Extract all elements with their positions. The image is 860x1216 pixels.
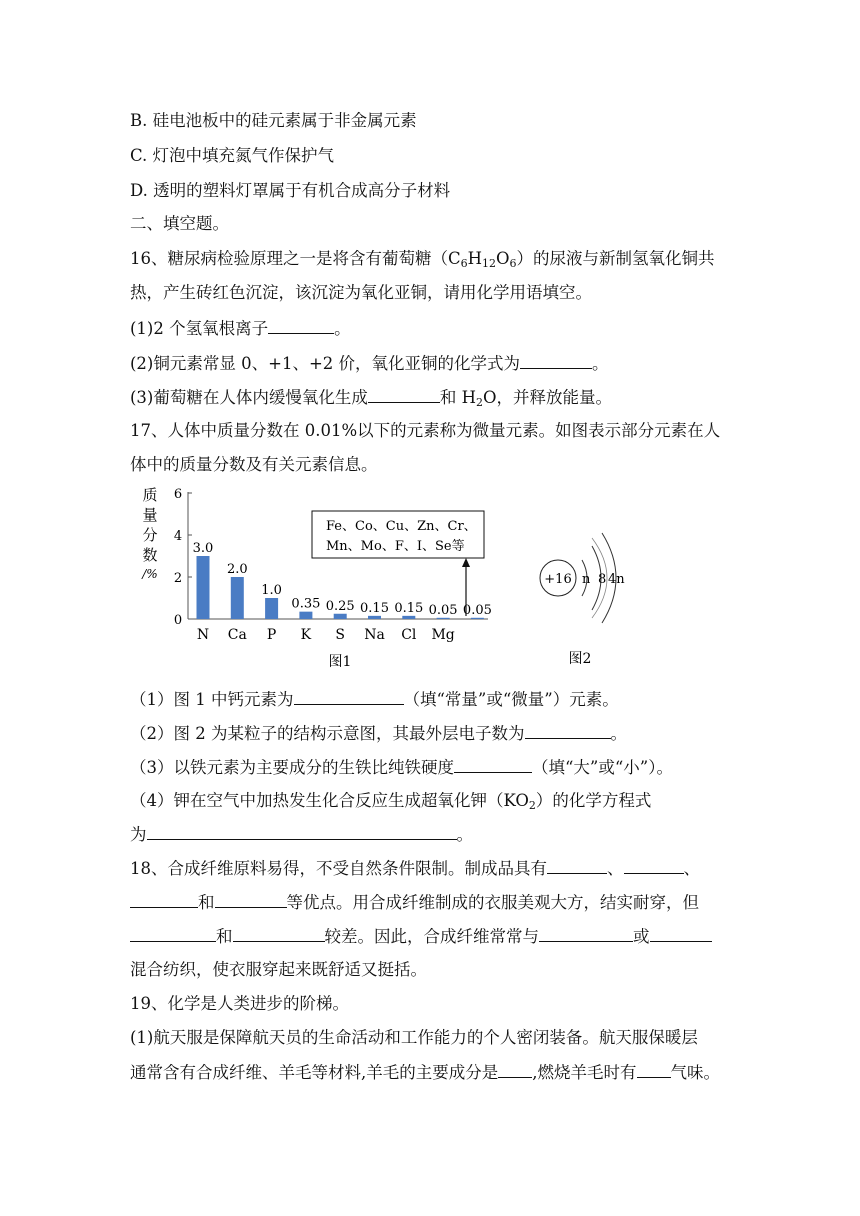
y-axis-label-2: 量 [142,506,158,524]
bar [471,618,484,619]
x-tick-label: Cl [401,627,417,643]
bar-value-label: 0.05 [462,602,492,618]
x-tick-label: S [335,627,345,643]
y-axis-label-4: 数 [142,546,158,564]
y-tick-labels [174,487,182,628]
answer-blank[interactable] [147,823,457,840]
answer-blank[interactable] [130,891,198,908]
q17-part4: （4）钾在空气中加热发生化合反应生成超氧化钾$(KO_2)$的化学方程式 [130,791,652,812]
bar [231,577,244,619]
bar-value-label: 2.0 [226,562,248,577]
bar-value-label: 1.0 [261,583,282,598]
y-tick-label: 6 [173,487,183,502]
answer-blank[interactable] [368,386,440,403]
bar [402,616,415,619]
bar-value-label: 0.25 [325,598,355,614]
q17-part3: （3）以铁元素为主要成分的生铁比纯铁硬度 （填“大”或“小”）。 [130,758,673,777]
answer-blank[interactable] [233,925,325,942]
bar-value-label: 0.15 [360,600,389,616]
q19-stem: 19、化学是人类进步的阶梯。 [130,994,349,1013]
bar-value-label: 0.15 [394,600,424,616]
q18-line1: 18、合成纤维原料易得，不受自然条件限制。制成品具有 、 、 [130,859,700,878]
option-b: B. 硅电池板中的硅元素属于非金属元素 [130,111,417,130]
bar [265,598,278,619]
answer-blank[interactable] [498,1061,532,1078]
shell1-count: n [582,572,591,587]
q17-part1: （1）图 1 中钙元素为 （填“常量”或“微量”）元素。 [130,690,619,709]
bar-value-label: 0.35 [291,596,321,612]
q16-part3: (3)葡萄糖在人体内缓慢氧化生成 和 $H_2O$，并释放能量。 [130,388,613,409]
x-tick-label: Ca [227,627,247,643]
q16-part1: (1)2 个氢氧根离子 。 [130,319,351,338]
x-tick-label: K [300,627,312,643]
answer-blank[interactable] [215,891,287,908]
y-tick-label: 2 [173,571,183,586]
q18-line4: 混合纺织，使衣服穿起来既舒适又挺括。 [130,960,427,979]
q18-line3: 和 较差。因此，合成纤维常常与 或 [130,925,712,948]
nucleus-charge: +16 [544,572,572,587]
q18-line2: 和 等优点。用合成纤维制成的衣服美观大方，结实耐穿，但 [130,891,699,914]
answer-blank[interactable] [539,925,633,942]
q19-part1: (1)航天服是保障航天员的生命活动和工作能力的个人密闭装备。航天服保暖层 [130,1028,698,1047]
x-tick-label: N [196,627,210,643]
figure-chart-and-atom [130,478,750,678]
y-axis-label-unit: /% [142,567,158,581]
x-tick-label: Mg [431,627,455,643]
bar [334,614,347,619]
answer-blank[interactable] [650,925,712,942]
option-c: C. 灯泡中填充氮气作保护气 [130,146,335,165]
q16-stem-line2: 热，产生砖红色沉淀，该沉淀为氧化亚铜，请用化学用语填空。 [130,283,592,302]
q19-part1-line2: 通常含有合成纤维、羊毛等材料,羊毛的主要成分是 ,燃烧羊毛时有 气味。 [130,1063,720,1082]
q16-part2: (2)铜元素常显 0、+1、+2 价，氧化亚铜的化学式为 。 [130,354,609,373]
option-d: D. 透明的塑料灯罩属于有机合成高分子材料 [130,181,451,200]
q17-part2: （2）图 2 为某粒子的结构示意图，其最外层电子数为 。 [130,724,627,743]
fig1-caption: 图1 [328,654,352,670]
answer-blank[interactable] [268,317,334,334]
section-heading: 二、填空题。 [130,214,229,233]
bar-value-label: 3.0 [192,541,214,556]
shell3-count: 4n [608,572,625,587]
q16-stem: 16、糖尿病检验原理之一是将含有葡萄糖$(C_6H_{12}O_6)$的尿液与新制氢氧化铜共 [130,249,715,270]
box-text-line1: Fe、Co、Cu、Zn、Cr、 [326,519,477,534]
q17-stem-line2: 体中的质量分数及有关元素信息。 [130,455,378,474]
fig2-caption: 图2 [568,651,592,667]
y-axis-label-1: 质 [142,486,158,504]
y-axis-label-3: 分 [142,526,158,544]
bar [368,616,381,619]
answer-blank[interactable] [637,1061,671,1078]
y-tick-label: 0 [173,613,183,628]
bar [197,556,210,619]
answer-blank[interactable] [294,688,404,705]
bar [299,612,312,619]
q17-stem: 17、人体中质量分数在 0.01%以下的元素称为微量元素。如图表示部分元素在人 [130,421,721,440]
box-text-line2: Mn、Mo、F、I、Se等 [326,539,465,554]
x-tick-label: Na [364,627,385,643]
x-tick-label: P [266,627,277,643]
answer-blank[interactable] [624,857,684,874]
answer-blank[interactable] [547,857,607,874]
bar-value-label: 0.05 [428,602,458,618]
bar [437,618,450,619]
answer-blank[interactable] [454,756,532,773]
y-tick-label: 4 [173,529,183,544]
shell2-count: 8 [598,572,607,587]
x-tick-labels [197,627,455,643]
answer-blank[interactable] [525,722,611,739]
answer-blank[interactable] [520,352,592,369]
q17-part4-line2: 为 。 [130,825,473,844]
answer-blank[interactable] [130,925,216,942]
